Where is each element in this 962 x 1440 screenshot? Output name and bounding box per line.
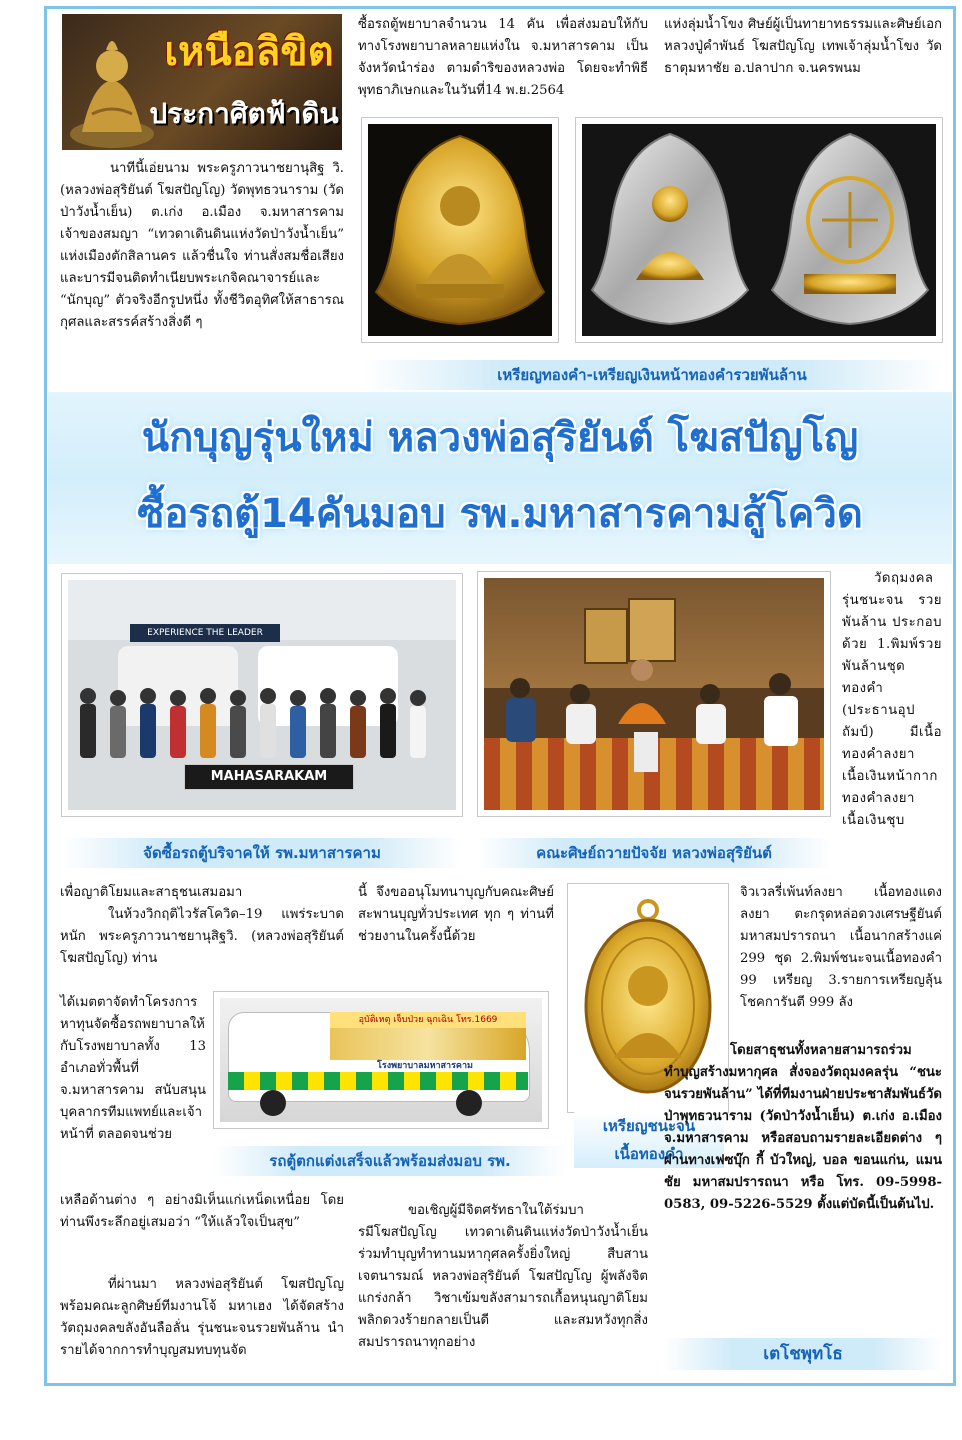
mahasarakam-label: MAHASARAKAM	[184, 764, 354, 790]
caption-disciples: คณะศิษย์ถวายปัจจัย หลวงพ่อสุริยันต์	[478, 838, 830, 868]
van-handover-photo	[62, 574, 462, 816]
intro-column-2: ซื้อรถตู้พยาบาลจำนวน 14 คัน เพื่อส่งมอบให้กับทางโรงพยาบาลหลายแห่งใน จ.มหาสารคาม เป็นจังหวัดนำร่อง ตามดำริของหลวงพ่อ โดยจะทำพิธีพุทธาภิเษกและในวันที่14 พ.ย.2564	[358, 17, 648, 98]
caption-medal-line1: เหรียญชนะจน	[602, 1117, 696, 1135]
body-col1-d: เหลือด้านต่าง ๆ อย่างมิเห็นแก่เหน็ดเหนื่อย โดยท่านพึงระลึกอยู่เสมอว่า “ให้แล้วใจเป็นสุข”	[60, 1193, 344, 1230]
disciples-offering-photo	[478, 572, 830, 816]
caption-van-photo: จัดซื้อรถตู้บริจาคให้ รพ.มหาสารคาม	[62, 838, 462, 868]
body-col2-b: ขอเชิญผู้มีจิตศรัทธาในใต้ร่มบารมีโฆสปัญโญ เทวดาเดินดินแห่งวัดป่าวังน้ำเย็น ร่วมทำบุญทำทานมหากุศลครั้งยิ่งใหญ่ สืบสานเจตนารมณ์ หลวงพ่อสุริยันต์ โฆสปัญโญ ผู้พลังจิตแกร่งกล้า วิชาเข้มขลังสามารถเกื้อหนุนญาติโยมพลิกดวงร้ายกลายเป็นดี และสมหวังทุกสิ่งสมปรารถนาทุกอย่าง	[358, 1203, 648, 1350]
headline-line2: ซื้อรถตู้14คันมอบ รพ.มหาสารคามสู้โควิด	[137, 491, 863, 537]
body-col1-e: ที่ผ่านมา หลวงพ่อสุริยันต์ โฆสปัญโญ พร้อมคณะลูกศิษย์ทีมงานโจ้ มหาเฮง ได้จัดสร้างวัตถุมงคลขลังอันลือลั่น รุ่นชนะจนรวยพันล้าน นำรายได้จากการทำบุญสมทบทุนจัด	[60, 1277, 344, 1358]
right-column-text: วัดฤมงคล รุ่นชนะจน รวยพันล้าน ประกอบด้วย 1.พิมพ์รวยพันล้านชุดทองคำ (ประธานอุปถัมป์) มีเนื้อทองคำลงยา เนื้อเงินหน้ากากทองคำลงยา เนื้อเงินชุบ	[842, 571, 942, 828]
van-banner: อุบัติเหตุ เจ็บป่วย ฉุกเฉิน โทร.1669	[330, 1012, 526, 1028]
body-col3-a: จิวเวลรี่เพ้นท์ลงยา เนื้อทองแดงลงยา ตะกรุดหล่อดวงเศรษฐียันต์มหาสมปรารถนา เนื้อนากสร้างแค่ 299 ชุด 2.พิมพ์ชนะจนเนื้อทองคำ 99 เหรียญ 3.รายการเหรียญลุ้นโชคการันตี 999 ลัง	[740, 885, 942, 1010]
ambulance-van-photo	[214, 992, 548, 1128]
body-col3-b: โดยสาธุชนทั้งหลายสามารถร่วมทำบุญสร้างมหากุศล สั่งจองวัตถุมงคลรุ่น “ชนะจนรวยพันล้าน” ได้ที่ทีมงานฝ่ายประชาสัมพันธ์วัดป่าพุทธวนาราม (วัดป่าวังน้ำเย็น) ต.เก่ง อ.เมือง จ.มหาสารคาม หรือสอบถามรายละเอียดต่าง ๆ ผ่านทางเฟซบุ๊ก กี้ บัวใหญ่, บอล ขอนแก่น, แมนชัย มหาสมปรารถนา หรือ โทร. 09-5998-0583, 09-5226-5529 ตั้งแต่บัดนี้เป็นต้นไป.	[664, 1043, 942, 1212]
caption-van-ready: รถตู้ตกแต่งเสร็จแล้วพร้อมส่งมอบ รพ.	[214, 1146, 566, 1176]
body-col2-a: นี้ จึงขออนุโมทนาบุญกับคณะศิษย์สะพานบุญทั่วประเทศ ทุก ๆ ท่านที่ช่วยงานในครั้งนี้ด้วย	[358, 885, 554, 944]
van-side-text: โรงพยาบาลมหาสารคาม	[377, 1061, 473, 1071]
body-col1-b: ในห้วงวิกฤติไวรัสโควิด–19 แพร่ระบาดหนัก พระครูภาวนาชยานุสิฐวิ. (หลวงพ่อสุริยันต์ โฆสปัญโญ) ท่าน	[60, 907, 344, 966]
logo-line2: ประกาศิตฟ้าดิน	[149, 97, 339, 130]
body-col1-c: ได้เมตตาจัดทำโครงการหาทุนจัดซื้อรถพยาบาลให้กับโรงพยาบาลทั้ง 13 อำเภอทั่วพื้นที่ จ.มหาสารคาม สนับสนุนบุคลากรทีมแพทย์และเจ้าหน้าที่ ตลอดจนช่วย	[60, 995, 206, 1142]
caption-coins: เหรียญทองคำ-เหรียญเงินหน้าทองคำรวยพันล้าน	[362, 360, 942, 390]
intro-column-3: แห่งลุ่มน้ำโขง ศิษย์ผู้เป็นทายาทธรรมและศิษย์เอก หลวงปู่คำพันธ์ โฆสปัญโญ เทพเจ้าลุ่มน้ำโขง วัดธาตุมหาชัย อ.ปลาปาก จ.นครพนม	[664, 17, 942, 76]
caption-medal-line2: เนื้อทองคำ	[614, 1145, 684, 1163]
gold-coin-photo	[362, 118, 558, 342]
intro-paragraph: นาทีนี้เอ่ยนาม พระครูภาวนาชยานุสิฐ วิ.(หลวงพ่อสุริยันต์ โฆสปัญโญ) วัดพุทธวนาราม (วัดป่าวังน้ำเย็น) ต.เก่ง อ.เมือง จ.มหาสารคาม เจ้าของสมญา “เทวดาเดินดินแห่งวัดป่าวังน้ำเย็น” แห่งเมืองตักสิลานคร แล้วชื่นใจ ท่านสั่งสมชื่อเสียงและบารมีจนติดทำเนียบพระเกจิคณาจารย์และ “นักบุญ” ตัวจริงอีกรูปหนึ่ง ทั้งชีวิตอุทิศให้สาธารณกุศลและสรรค์สร้างสิ่งดี ๆ	[60, 161, 344, 330]
headline-line1: นักบุญรุ่นใหม่ หลวงพ่อสุริยันต์ โฆสปัญโญ	[141, 415, 859, 461]
showroom-sign: EXPERIENCE THE LEADER	[130, 624, 280, 642]
column-logo	[62, 14, 342, 150]
monk-and-disciples-icon	[484, 648, 824, 788]
byline: เตโชพุทโธ	[664, 1338, 942, 1370]
body-col1-a: เพื่อญาติโยมและสาธุชนเสมอมา	[60, 885, 243, 900]
logo-line1: เหนือลิขิต	[164, 29, 334, 75]
silver-gold-coins-photo	[576, 118, 942, 342]
